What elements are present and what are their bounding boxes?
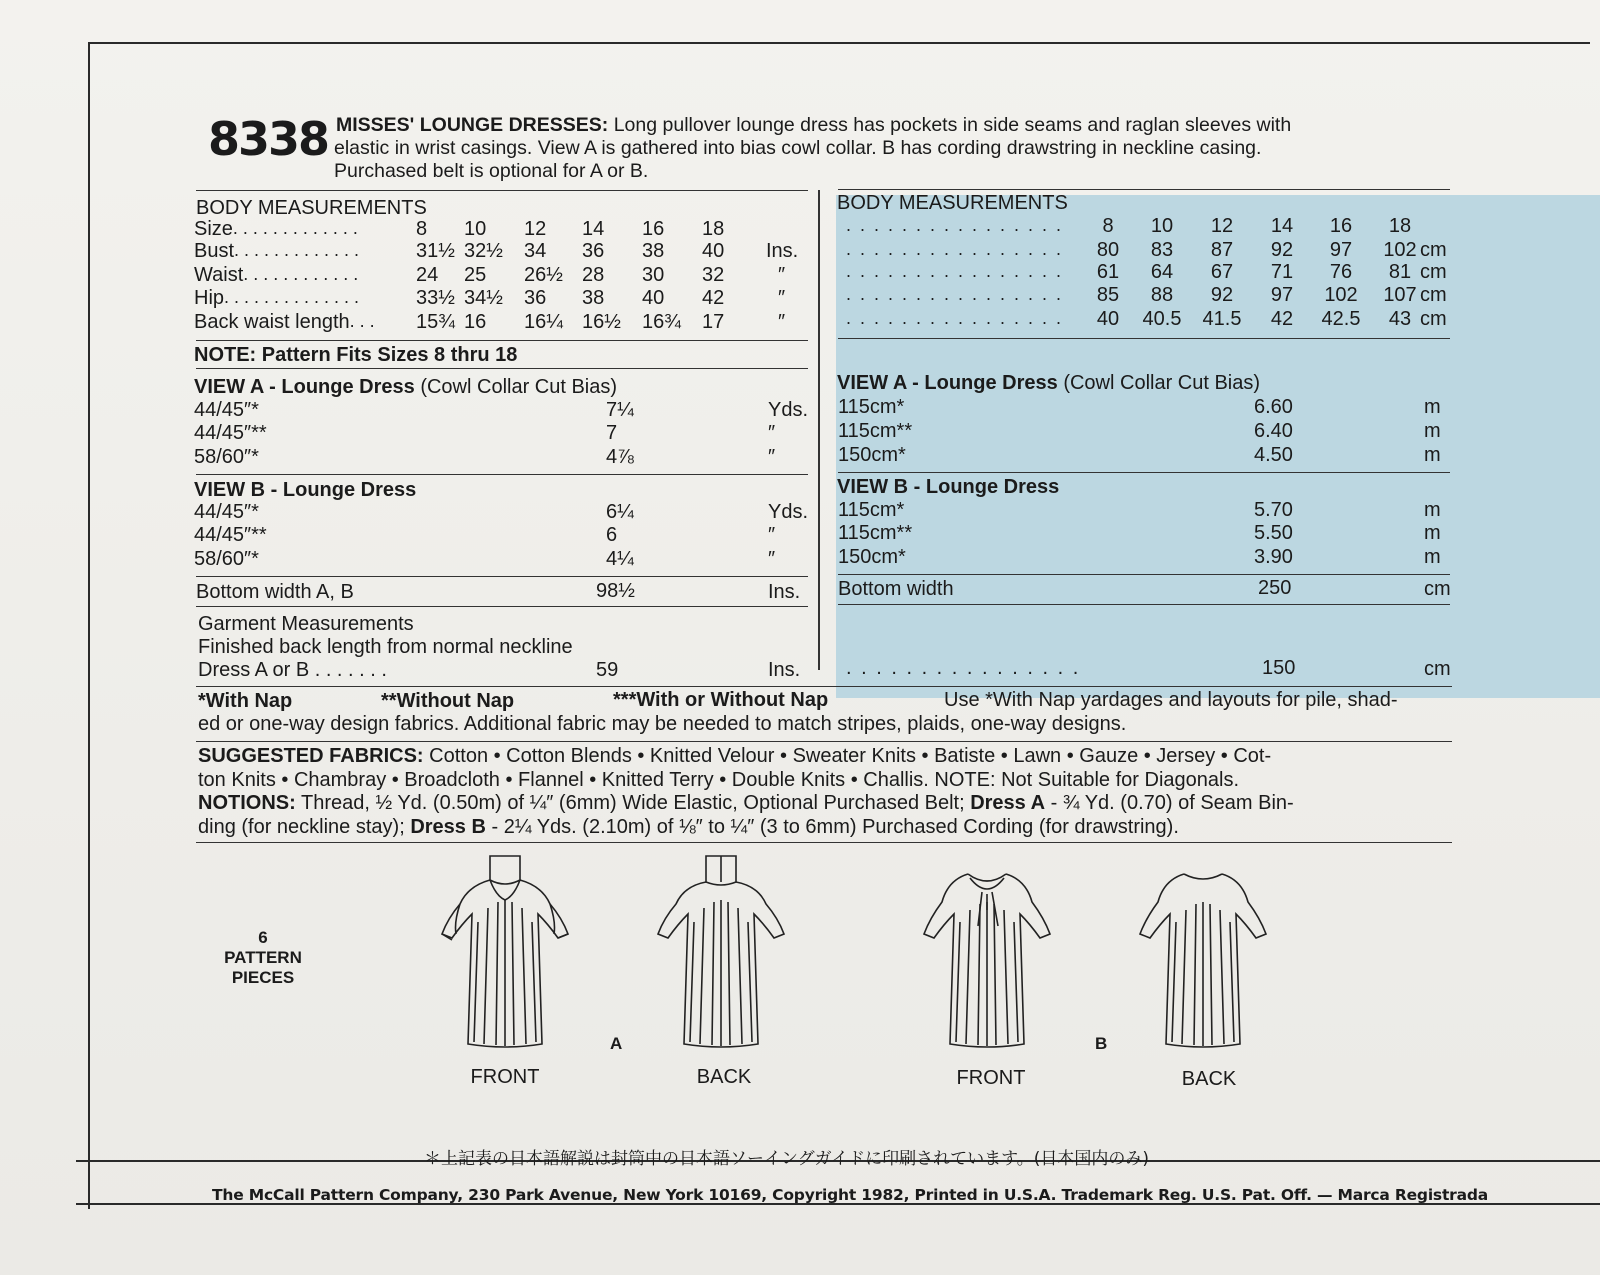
imperial-view-b-width: 58/60″* [194, 548, 259, 570]
pattern-pieces-label-1: PATTERN [224, 948, 302, 967]
metric-view-a-unit: m [1424, 420, 1441, 442]
metric-cell: 8 [1102, 215, 1114, 237]
metric-view-a-yardage: 4.50 [1254, 444, 1293, 466]
view-b-label: B [1095, 1034, 1108, 1053]
imperial-row-dots: . . . . . . . . . . . . . . [224, 287, 360, 307]
imperial-view-a-unit: ″ [768, 422, 776, 444]
sizes-note: NOTE: Pattern Fits Sizes 8 thru 18 [194, 344, 518, 366]
metric-view-a-unit: m [1424, 444, 1441, 466]
metric-view-a-sub: (Cowl Collar Cut Bias) [1063, 372, 1261, 394]
garment-value: 59 [596, 659, 619, 681]
metric-bottom-value: 250 [1258, 577, 1292, 599]
imperial-row-label: Back waist length [194, 311, 350, 333]
view-a-back-caption: BACK [696, 1066, 752, 1088]
view-b-front-caption: FRONT [956, 1067, 1026, 1089]
metric-row-dots: . . . . . . . . . . . . . . . . [846, 239, 1064, 259]
metric-cell: 92 [1270, 239, 1294, 261]
notions-dress-a: Dress A [970, 792, 1046, 814]
rule-after-note [196, 368, 808, 369]
rule-after-view-b-left [196, 576, 808, 577]
imperial-view-b-yardage: 6¼ [606, 501, 634, 523]
view-b-back-illustration [1136, 866, 1270, 1052]
imperial-view-a-yardage: 7¼ [606, 399, 634, 421]
metric-view-a-width: 150cm* [838, 444, 906, 466]
pattern-pieces-count: 6 [258, 928, 268, 947]
imperial-cell: 25 [464, 264, 487, 286]
imperial-row-unit: ″ [778, 264, 786, 286]
without-nap: **Without Nap [381, 690, 515, 712]
imperial-bottom-value: 98½ [596, 580, 635, 602]
imperial-cell: 15¾ [416, 311, 455, 333]
imperial-cell: 16½ [582, 311, 621, 333]
imperial-view-a-width: 44/45″* [194, 399, 259, 421]
notions-text-1a: Thread, ½ Yd. (0.50m) of ¼″ (6mm) Wide Elastic, Optional Purchased Belt; [300, 792, 965, 814]
header-line-3: Purchased belt is optional for A or B. [334, 160, 649, 182]
imperial-cell: 36 [582, 240, 605, 262]
metric-bottom-unit: cm [1424, 578, 1451, 600]
pattern-number: 8338 [208, 112, 329, 166]
imperial-view-a-heading [194, 376, 617, 399]
garment-dress-label: Dress A or B . . . . . . . [198, 659, 387, 681]
rule-after-body-right [838, 338, 1450, 339]
view-a-front-caption: FRONT [470, 1066, 540, 1088]
imperial-cell: 12 [524, 218, 547, 240]
footer-copyright: The McCall Pattern Company, 230 Park Avenue, New York 10169, Copyright 1982, Printed in U.S.A. Trademark Reg. U.S. Pat. Off. — Marca Registrada [212, 1186, 1489, 1204]
metric-row-dots: . . . . . . . . . . . . . . . . [846, 284, 1064, 304]
imperial-cell: 16 [642, 218, 665, 240]
metric-view-b-width: 150cm* [838, 546, 906, 568]
metric-view-a-yardage: 6.60 [1254, 396, 1293, 418]
metric-view-b-width: 115cm* [838, 499, 905, 521]
imperial-row-unit: Ins. [766, 240, 799, 262]
fabrics-line-1 [198, 745, 1271, 768]
imperial-cell: 36 [524, 287, 547, 309]
imperial-cell: 40 [642, 287, 665, 309]
view-a-back-illustration [654, 852, 788, 1052]
notions-line-1 [198, 792, 1294, 815]
metric-view-a-width: 115cm** [838, 420, 913, 442]
imperial-bottom-unit: Ins. [768, 581, 801, 603]
column-divider [818, 190, 820, 670]
metric-cell: 42 [1270, 308, 1294, 330]
metric-garment-unit: cm [1424, 658, 1451, 680]
metric-cell: 107 [1383, 284, 1417, 306]
metric-view-b-unit: m [1424, 499, 1441, 521]
imperial-cell: 16¾ [642, 311, 681, 333]
metric-cell: 81 [1388, 261, 1412, 283]
rule-after-view-a-left [196, 474, 808, 475]
imperial-row-dots: . . . [349, 311, 375, 331]
imperial-view-b-yardage: 6 [606, 524, 618, 546]
imperial-cell: 38 [582, 287, 605, 309]
imperial-cell: 24 [416, 264, 439, 286]
notions-text-1b: - ¾ Yd. (0.70) of Seam Bin- [1050, 792, 1294, 814]
metric-cell: 88 [1150, 284, 1174, 306]
metric-row-unit: cm [1420, 261, 1447, 283]
imperial-row-label: Size [194, 218, 233, 240]
imperial-row-label: Waist [194, 264, 244, 286]
imperial-cell: 38 [642, 240, 665, 262]
metric-view-b-title: VIEW B - Lounge Dress [837, 476, 1060, 498]
rule-top-left [196, 190, 808, 191]
with-nap: *With Nap [198, 690, 293, 712]
metric-view-b-width: 115cm** [838, 522, 913, 544]
metric-cell: 71 [1270, 261, 1294, 283]
metric-cell: 10 [1150, 215, 1174, 237]
metric-body-title: BODY MEASUREMENTS [837, 192, 1068, 214]
imperial-cell: 42 [702, 287, 725, 309]
imperial-row-dots: . . . . . . . . . . . . [243, 264, 359, 284]
metric-cell: 43 [1388, 308, 1412, 330]
imperial-cell: 17 [702, 311, 725, 333]
imperial-cell: 32 [702, 264, 725, 286]
imperial-cell: 30 [642, 264, 665, 286]
metric-cell: 102 [1383, 239, 1417, 261]
metric-view-b-unit: m [1424, 546, 1441, 568]
metric-cell: 41.5 [1202, 308, 1242, 330]
metric-view-a-yardage: 6.40 [1254, 420, 1293, 442]
metric-cell: 67 [1210, 261, 1234, 283]
notions-dress-b: Dress B [410, 816, 486, 838]
metric-row-unit: cm [1420, 284, 1447, 306]
metric-cell: 40.5 [1142, 308, 1182, 330]
garment-desc: Finished back length from normal neckline [198, 636, 573, 658]
imperial-view-a-sub: (Cowl Collar Cut Bias) [420, 376, 618, 398]
imperial-view-b-title: VIEW B - Lounge Dress [194, 479, 417, 501]
metric-view-b-yardage: 5.50 [1254, 522, 1293, 544]
header-line-2: elastic in wrist casings. View A is gathered into bias cowl collar. B has cording drawstring in neckline casing. [334, 137, 1262, 159]
metric-view-a-width: 115cm* [838, 396, 905, 418]
imperial-cell: 10 [464, 218, 487, 240]
metric-cell: 12 [1210, 215, 1234, 237]
metric-cell: 85 [1096, 284, 1120, 306]
imperial-cell: 31½ [416, 240, 455, 262]
metric-cell: 14 [1270, 215, 1294, 237]
imperial-cell: 8 [416, 218, 428, 240]
rule-after-bottom-left [196, 606, 808, 607]
metric-cell: 83 [1150, 239, 1174, 261]
metric-row-unit: cm [1420, 239, 1447, 261]
notions-line-2 [198, 816, 1179, 839]
metric-garment-dots: . . . . . . . . . . . . . . . . [846, 657, 1081, 679]
imperial-view-b-width: 44/45″** [194, 524, 267, 546]
imperial-row-unit: ″ [778, 287, 786, 309]
imperial-view-b-yardage: 4¼ [606, 548, 634, 570]
imperial-bottom-label: Bottom width A, B [196, 581, 354, 603]
pattern-pieces-label-2: PIECES [231, 968, 295, 987]
metric-cell: 40 [1096, 308, 1120, 330]
imperial-view-b-unit: ″ [768, 548, 776, 570]
rule-after-view-b-right [838, 574, 1450, 575]
rule-after-notions [196, 842, 1452, 843]
imperial-row-dots: . . . . . . . . . . . . . [232, 218, 358, 238]
metric-view-b-yardage: 5.70 [1254, 499, 1293, 521]
imperial-cell: 34½ [464, 287, 503, 309]
imperial-cell: 16 [464, 311, 487, 333]
garment-unit: Ins. [768, 659, 801, 681]
metric-cell: 42.5 [1321, 308, 1361, 330]
rule-top-right [838, 189, 1450, 190]
metric-bottom-label: Bottom width [838, 578, 954, 600]
fabrics-line-2: ton Knits • Chambray • Broadcloth • Flannel • Knitted Terry • Double Knits • Challis. NOTE: Not Suitable for Diagonals. [198, 769, 1239, 791]
metric-cell: 64 [1150, 261, 1174, 283]
metric-cell: 16 [1329, 215, 1353, 237]
metric-garment-value: 150 [1262, 657, 1296, 679]
japanese-note: ＊上記表の日本語解説は封筒中の日本語ソーイングガイドに印刷されています。(日本国内のみ) [424, 1149, 1150, 1169]
view-a-label: A [610, 1034, 623, 1053]
view-b-back-caption: BACK [1181, 1068, 1237, 1090]
rule-after-nap [196, 741, 1452, 742]
imperial-cell: 33½ [416, 287, 455, 309]
imperial-row-label: Hip [194, 287, 225, 309]
imperial-view-a-title: VIEW A - Lounge Dress [194, 376, 415, 398]
imperial-view-a-yardage: 4⅞ [606, 446, 634, 468]
notions-text-2b: - 2¼ Yds. (2.10m) of ⅛″ to ¼″ (3 to 6mm) Purchased Cording (for drawstring). [491, 816, 1179, 838]
imperial-cell: 16¼ [524, 311, 563, 333]
metric-view-b-yardage: 3.90 [1254, 546, 1293, 568]
header-title: MISSES' LOUNGE DRESSES: [336, 114, 609, 136]
notions-text-2a: ding (for neckline stay); [198, 816, 405, 838]
imperial-view-a-width: 44/45″** [194, 422, 267, 444]
header-line-1 [336, 114, 1291, 137]
imperial-view-b-unit: ″ [768, 524, 776, 546]
imperial-view-b-unit: Yds. [768, 501, 809, 523]
metric-view-b-unit: m [1424, 522, 1441, 544]
rule-after-view-a-right [838, 472, 1450, 473]
metric-row-unit: cm [1420, 308, 1447, 330]
rule-after-bottom-right [838, 604, 1450, 605]
metric-cell: 97 [1329, 239, 1353, 261]
metric-view-a-title: VIEW A - Lounge Dress [837, 372, 1058, 394]
nap-text-1: Use *With Nap yardages and layouts for pile, shad- [944, 689, 1398, 711]
metric-cell: 61 [1096, 261, 1120, 283]
metric-cell: 87 [1210, 239, 1234, 261]
imperial-view-a-unit: Yds. [768, 399, 809, 421]
view-b-front-illustration [920, 866, 1054, 1052]
imperial-cell: 34 [524, 240, 547, 262]
metric-cell: 102 [1324, 284, 1358, 306]
garment-title: Garment Measurements [198, 613, 414, 635]
metric-cell: 97 [1270, 284, 1294, 306]
imperial-row-label: Bust [194, 240, 235, 262]
imperial-view-a-width: 58/60″* [194, 446, 259, 468]
imperial-body-title: BODY MEASUREMENTS [196, 197, 427, 219]
metric-view-a-heading [837, 372, 1260, 395]
view-a-front-illustration [438, 852, 572, 1052]
fabrics-label: SUGGESTED FABRICS: [198, 745, 424, 767]
imperial-cell: 40 [702, 240, 725, 262]
imperial-cell: 26½ [524, 264, 563, 286]
imperial-view-a-unit: ″ [768, 446, 776, 468]
imperial-view-b-width: 44/45″* [194, 501, 259, 523]
notions-label: NOTIONS: [198, 792, 296, 814]
rule-after-body-left [196, 340, 808, 341]
metric-cell: 76 [1329, 261, 1353, 283]
metric-row-dots: . . . . . . . . . . . . . . . . [846, 308, 1064, 328]
imperial-row-dots: . . . . . . . . . . . . . [234, 240, 360, 260]
imperial-cell: 14 [582, 218, 605, 240]
metric-cell: 80 [1096, 239, 1120, 261]
header-text-1: Long pullover lounge dress has pockets in side seams and raglan sleeves with [613, 114, 1292, 136]
imperial-cell: 18 [702, 218, 725, 240]
rule-after-garment [196, 686, 1452, 687]
metric-cell: 18 [1388, 215, 1412, 237]
fabrics-text-1: Cotton • Cotton Blends • Knitted Velour • Sweater Knits • Batiste • Lawn • Gauze • Jersey • Cot- [429, 745, 1272, 767]
metric-row-dots: . . . . . . . . . . . . . . . . [846, 215, 1064, 235]
imperial-view-a-yardage: 7 [606, 422, 618, 444]
imperial-cell: 28 [582, 264, 605, 286]
metric-row-dots: . . . . . . . . . . . . . . . . [846, 261, 1064, 281]
metric-view-a-unit: m [1424, 396, 1441, 418]
imperial-cell: 32½ [464, 240, 503, 262]
imperial-row-unit: ″ [778, 311, 786, 333]
metric-cell: 92 [1210, 284, 1234, 306]
with-or-without-nap: ***With or Without Nap [613, 689, 829, 711]
nap-text-2: ed or one-way design fabrics. Additional fabric may be needed to match stripes, plaids, one-way designs. [198, 713, 1127, 735]
